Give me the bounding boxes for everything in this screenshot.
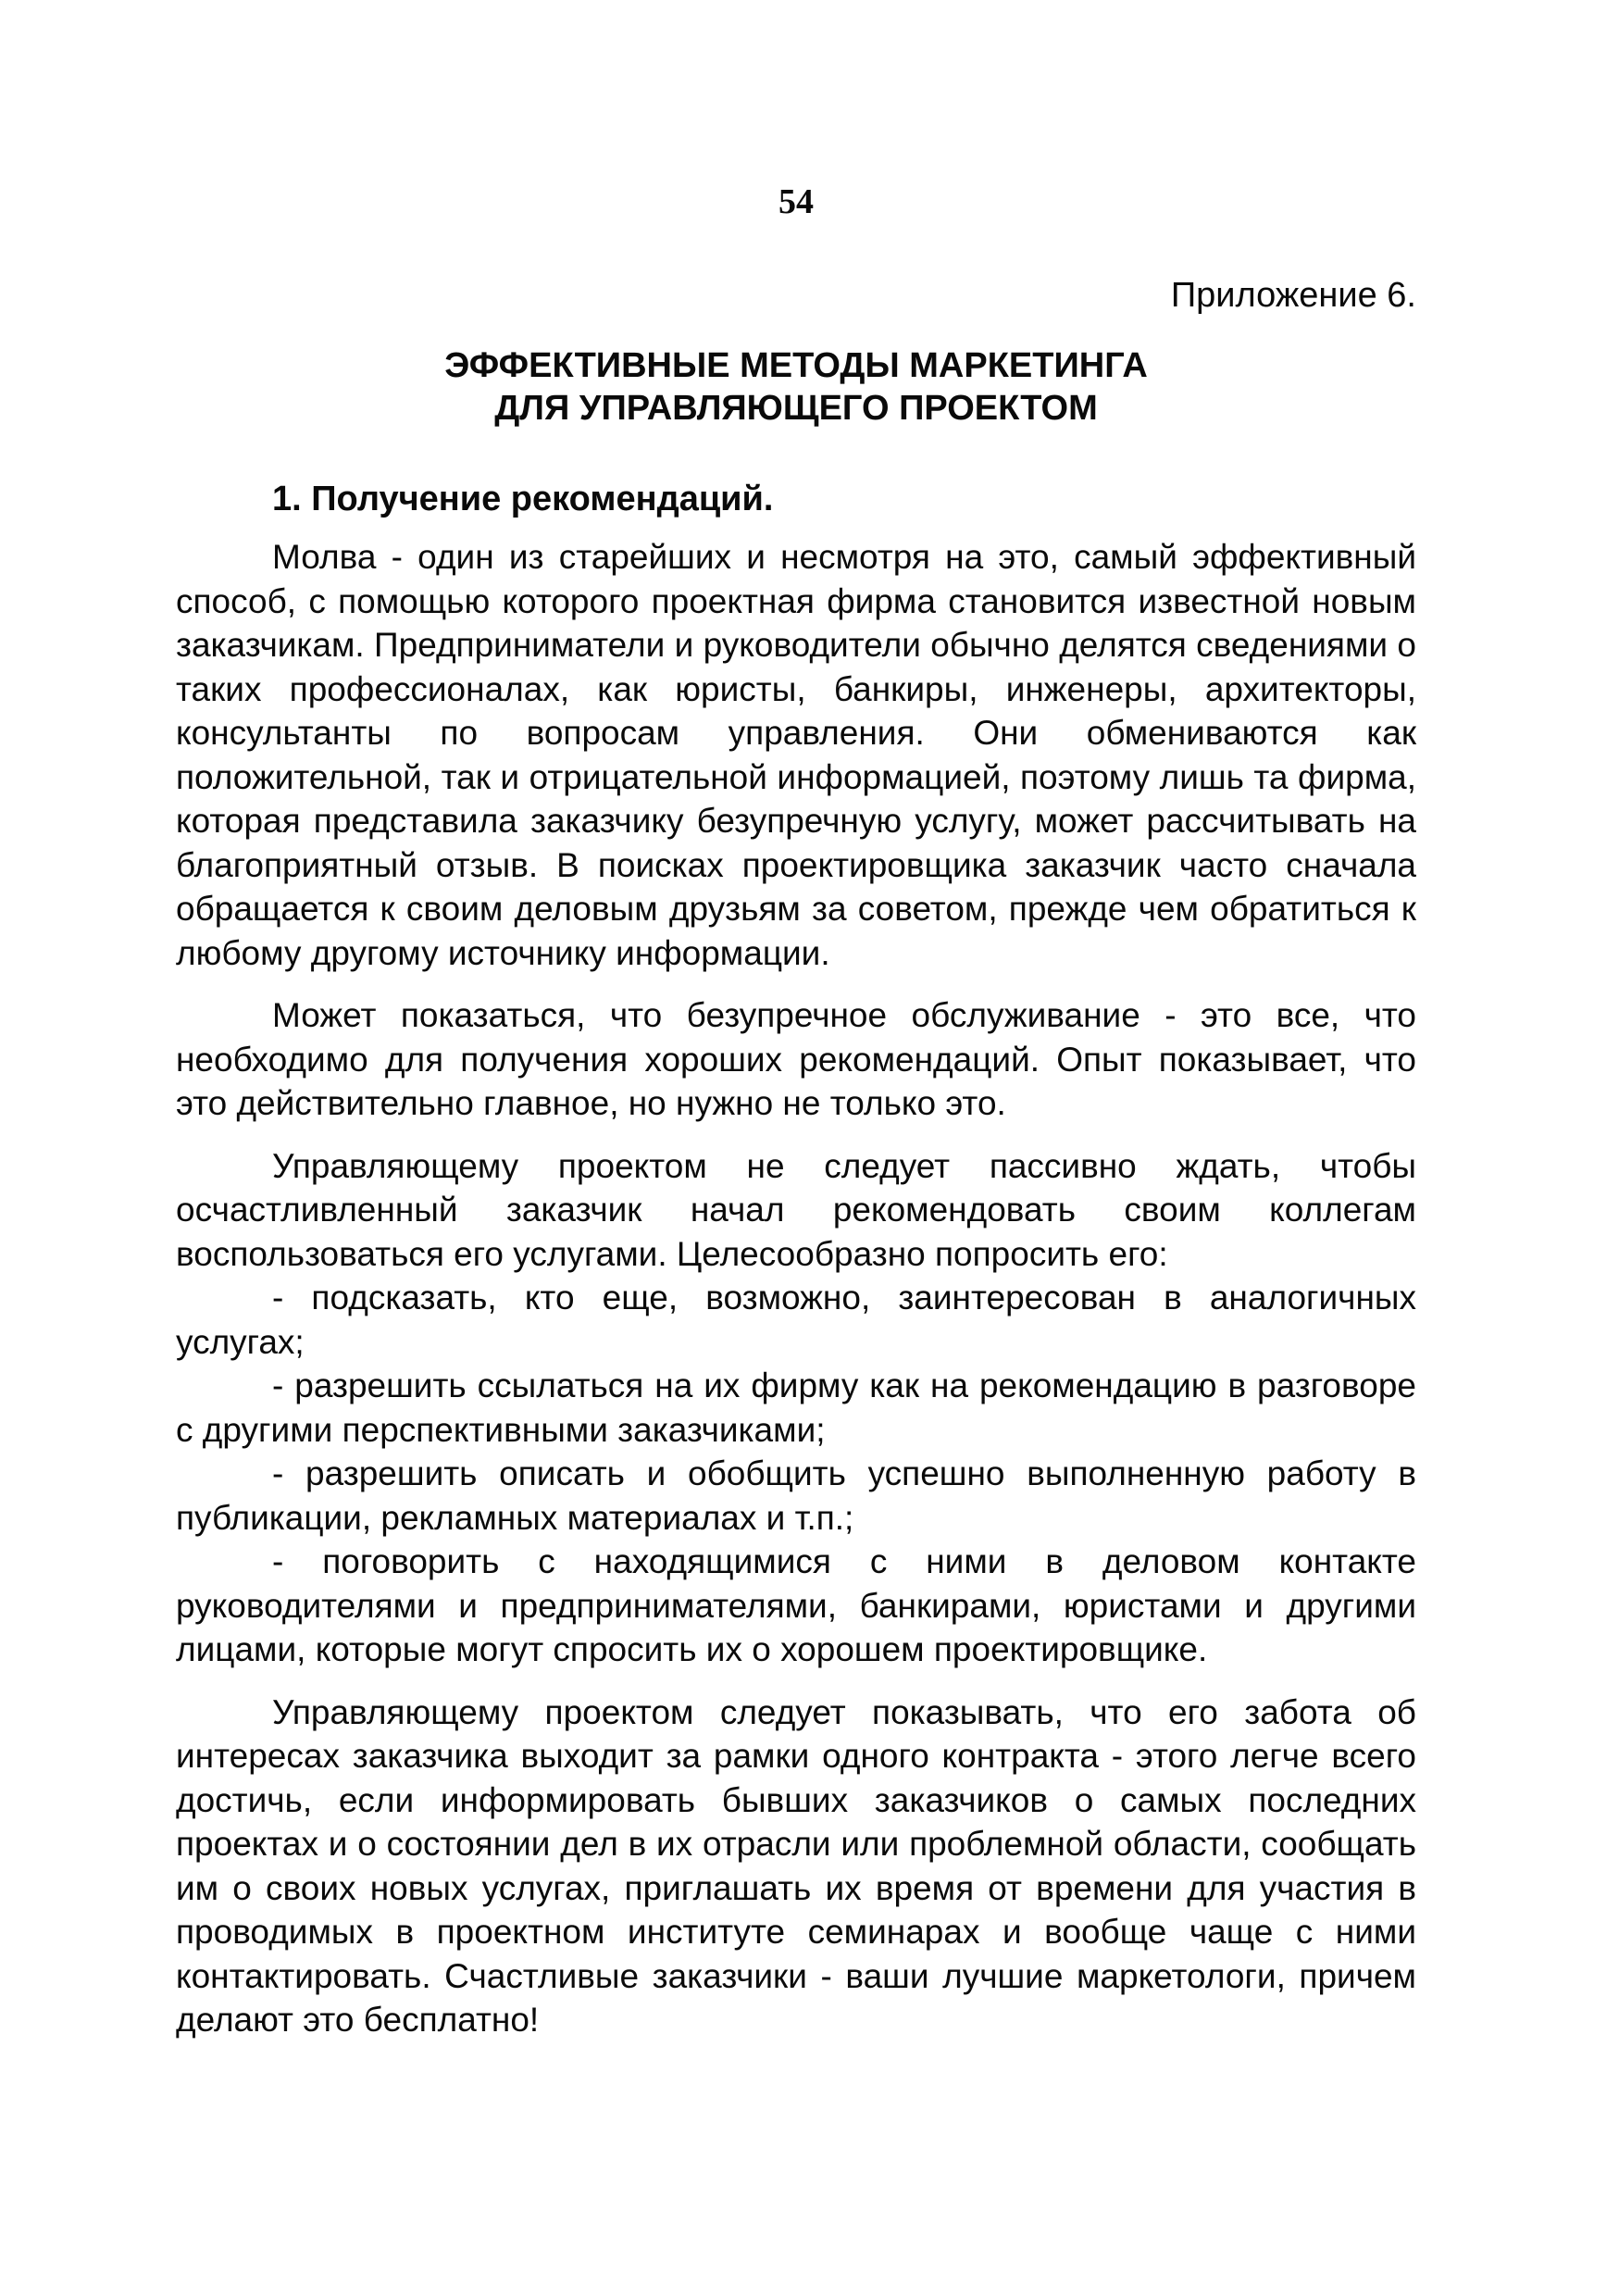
- body-text: [176, 535, 1416, 2061]
- paragraph-3: Управляющему проектом не следует пассивно ждать, чтобы осчастливленный заказчик начал рекомендовать своим коллегам воспользоваться его услугами. Целесообразно попросить его:: [176, 1146, 1416, 1273]
- list-item-3: - разрешить описать и обобщить успешно выполненную работу в публикации, рекламных материалах и т.п.;: [176, 1454, 1416, 1537]
- list-item-2: - разрешить ссылаться на их фирму как на рекомендацию в разговоре с другими перспективными заказчиками;: [176, 1366, 1416, 1449]
- page-number: 54: [778, 182, 814, 221]
- paragraph-2: Может показаться, что безупречное обслуживание - это все, что необходимо для получения хороших рекомендаций. Опыт показывает, что это действительно главное, но нужно не только это.: [176, 996, 1416, 1122]
- paragraph-1: Молва - один из старейших и несмотря на это, самый эффективный способ, с помощью которого проектная фирма становится известной новым заказчикам. Предприниматели и руководители обычно делятся сведениями о таких профессионалах, как юристы, банкиры, инженеры, архитекторы, консультанты по вопросам управления. Они обмениваются как положительной, так и отрицательной информацией, поэтому лишь та фирма, которая представила заказчику безупречную услугу, может рассчитывать на благоприятный отзыв. В поисках проектировщика заказчик часто сначала обращается к своим деловым друзьям за советом, прежде чем обратиться к любому другому источнику информации.: [176, 538, 1416, 972]
- section-heading: 1. Получение рекомендаций.: [272, 480, 774, 518]
- document-page: [176, 0, 1416, 2296]
- title-line-1: ЭФФЕКТИВНЫЕ МЕТОДЫ МАРКЕТИНГА: [444, 346, 1148, 385]
- list-item-1: - подсказать, кто еще, возможно, заинтересован в аналогичных услугах;: [176, 1279, 1416, 1361]
- title-line-2: ДЛЯ УПРАВЛЯЮЩЕГО ПРОЕКТОМ: [494, 389, 1098, 428]
- paragraph-4: Управляющему проектом следует показывать, что его забота об интересах заказчика выходит за рамки одного контракта - этого легче всего достичь, если информировать бывших заказчиков о самых последних проектах и о состоянии дел в их отрасли или проблемной области, сообщать им о своих новых услугах, приглашать их время от времени для участия в проводимых в проектном институте семинарах и вообще чаще с ними контактировать. Счастливые заказчики - ваши лучшие маркетологи, причем делают это бесплатно!: [176, 1692, 1416, 2039]
- appendix-label: Приложение 6.: [1170, 276, 1416, 315]
- document-title: [176, 344, 1416, 430]
- list-item-4: - поговорить с находящимися с ними в деловом контакте руководителями и предпринимателями, банкирами, юристами и другими лицами, которые могут спросить их о хорошем проектировщике.: [176, 1542, 1416, 1668]
